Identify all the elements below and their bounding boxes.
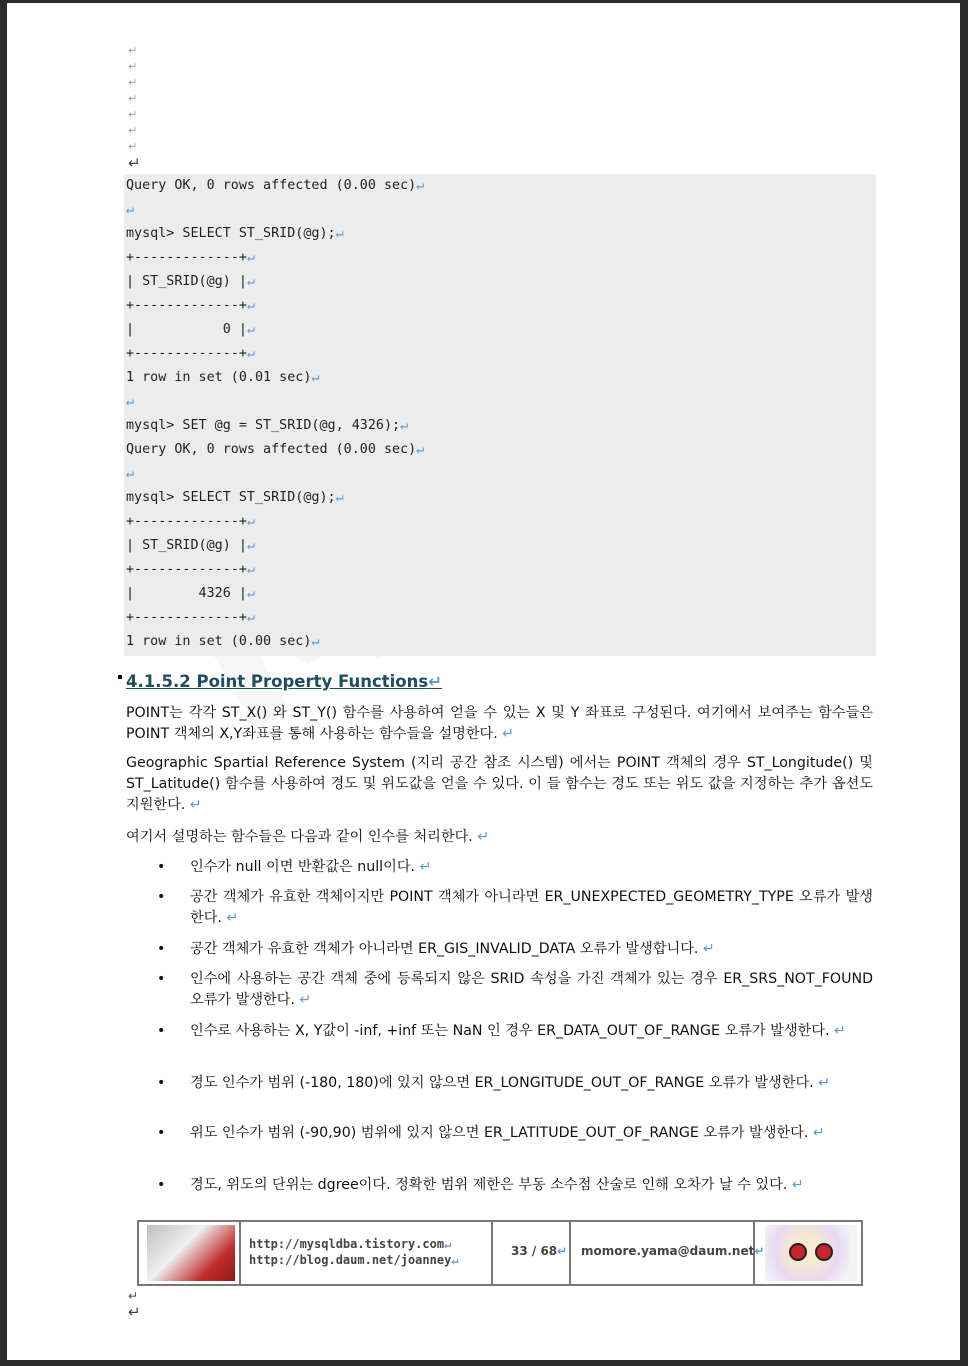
paragraph-mark: ↵ [128,124,138,137]
paragraph-mark: ↵ [128,140,138,153]
paragraph-mark: ↵ [128,44,138,57]
footer-left-image-cell [139,1222,241,1284]
code-line: ↵ [126,394,135,409]
code-block [124,174,876,656]
paragraph-argument-handling: 여기서 설명하는 함수들은 다음과 같이 인수를 처리한다. ↵ [126,829,490,845]
paragraph-mark: ↵ [128,154,141,172]
code-line: 1 row in set (0.01 sec)↵ [126,370,320,385]
paragraph-mark: ↵ [128,108,138,121]
trailing-marks [128,1288,141,1320]
paragraph-mark: ↵ [128,1289,139,1303]
paragraph-mark: ↵ [128,76,138,89]
heading-anchor-mark [118,675,122,679]
footer-urls: http://mysqldba.tistory.com↵ http://blog.daum.net/joanney↵ [249,1237,459,1267]
code-line: 1 row in set (0.00 sec)↵ [126,634,320,649]
page-footer [137,1220,863,1286]
code-line: | 4326 |↵ [126,586,255,601]
code-line: Query OK, 0 rows affected (0.00 sec)↵ [126,442,425,457]
paragraph-geographic: Geographic Spartial Reference System (지리 공간 참조 시스템) 에서는 POINT 객체의 경우 ST_Longitude() 및 ST_Latitude() 함수를 사용하여 경도 및 위도값을 얻을 수 있다. 이 들 함수는 경도 또는 위도 값을 지정하는 추가 옵션도 지원한다. ↵ [126,755,873,813]
code-line: mysql> SELECT ST_SRID(@g);↵ [126,490,344,505]
code-line: +-------------+↵ [126,298,255,313]
footer-url-link[interactable]: http://mysqldba.tistory.com [249,1237,445,1251]
mascot-eye [815,1243,833,1261]
paragraph-mark: ↵ [128,1303,141,1321]
blank-line-marks [128,43,141,171]
code-line: mysql> SELECT ST_SRID(@g);↵ [126,226,344,241]
paragraph-point-intro: POINT는 각각 ST_X() 와 ST_Y() 함수를 사용하여 얻을 수 있는 X 및 Y 좌표로 구성된다. 여기에서 보여주는 함수들은 POINT 객체의 X,Y좌표를 통해 사용하는 함수들을 설명한다. ↵ [126,705,873,742]
code-line: ↵ [126,466,135,481]
code-line: +-------------+↵ [126,562,255,577]
footer-page-number: 33 / 68↵ [511,1244,568,1258]
paragraph-mark: ↵ [128,92,138,105]
code-line: +-------------+↵ [126,346,255,361]
footer-email: momore.yama@daum.net↵ [581,1244,765,1258]
code-line: | ST_SRID(@g) |↵ [126,538,255,553]
code-line: mysql> SET @g = ST_SRID(@g, 4326);↵ [126,418,409,433]
code-line: +-------------+↵ [126,514,255,529]
code-line: +-------------+↵ [126,250,255,265]
code-line: Query OK, 0 rows affected (0.00 sec)↵ [126,178,425,193]
mascot-image [765,1225,857,1281]
code-line: +-------------+↵ [126,610,255,625]
footer-url-link[interactable]: http://blog.daum.net/joanney [249,1253,452,1267]
author-avatar-image [147,1225,235,1281]
section-heading: 4.1.5.2 Point Property Functions↵ [126,672,443,691]
code-line: | ST_SRID(@g) |↵ [126,274,255,289]
code-line: | 0 |↵ [126,322,255,337]
paragraph-mark: ↵ [128,60,138,73]
code-line: ↵ [126,202,135,217]
mascot-eye [789,1243,807,1261]
document-page: ↵ ↵ ↵ ↵ ↵ ↵ ↵ ↵ Query OK, 0 rows affected (0.00 sec)↵ ↵ mysql> SELECT ST_SRID(@g);↵ +-------------+↵ | ST_SRID(@g) |↵ +-------------+↵ | 0 |↵ +-------------+↵ 1 row in set (0.01 sec)↵ ↵ mysql> SET @g = ST_SRID(@g, 4326);↵ Query OK, 0 rows affected (0.00 sec)↵ ↵ mysql> SELECT ST_SRID(@g);↵ +-------------+↵ | ST_SRID(@g) |↵ +-------------+↵ | 4326 |↵ +-------------+↵ 1 row in set (0.00 sec)↵ 4.1.5.2 Point Property Functions↵ POINT는 각각 ST_X() 와 ST_Y() 함수를 사용하여 얻을 수 있는 X 및 Y 좌표로 구성된다. 여기에서 보여주는 함수들은 POINT 객체의 X,Y좌표를 통해 사용하는 함수들을 설명한다. ↵ Geographic Spartial Reference System (지리 공간 참조 시스템) 에서는 POINT 객체의 경우 ST_Longitude() 및 ST_Latitude() 함수를 사용하여 경도 및 위도값을 얻을 수 있다. 이 들 함수는 경도 또는 위도 값을 지정하는 추가 옵션도 지원한다. ↵ 여기서 설명하는 함수들은 다음과 같이 인수를 처리한다. ↵ • 인수가 null 이면 반환값은 null이다. ↵ • 공간 객체가 유효한 객체이지만 POINT 객체가 아니라면 ER_UNEXPECTED_GEOMETRY_TYPE 오류가 발생한다. ↵ • 공간 객체가 유효한 객체가 아니라면 ER_GIS_INVALID_DATA 오류가 발생합니다. ↵ • 인수에 사용하는 공간 객체 중에 등록되지 않은 SRID 속성을 가진 객체가 있는 경우 ER_SRS_NOT_FOUND 오류가 발생한다. ↵ • 인수로 사용하는 X, Y값이 -inf, +inf 또는 NaN 인 경우 ER_DATA_OUT_OF_RANGE 오류가 발생한다. ↵ • 경도 인수가 범위 (-180, 180)에 있지 않으면 ER_LONGITUDE_OUT_OF_RANGE 오류가 발생한다. ↵ • 위도 인수가 범위 (-90,90) 범위에 있지 않으면 ER_LATITUDE_OUT_OF_RANGE 오류가 발생한다. ↵ • 경도, 위도의 단위는 dgree이다. 정확한 범위 제한은 부동 소수점 산술로 인해 오차가 날 수 있다. ↵ http://mysqldba.tistory.com↵ http://blog.daum.net/joanney↵ 33 / 68↵ momore.yama@daum.net↵ ↵ ↵ [7,3,960,1360]
